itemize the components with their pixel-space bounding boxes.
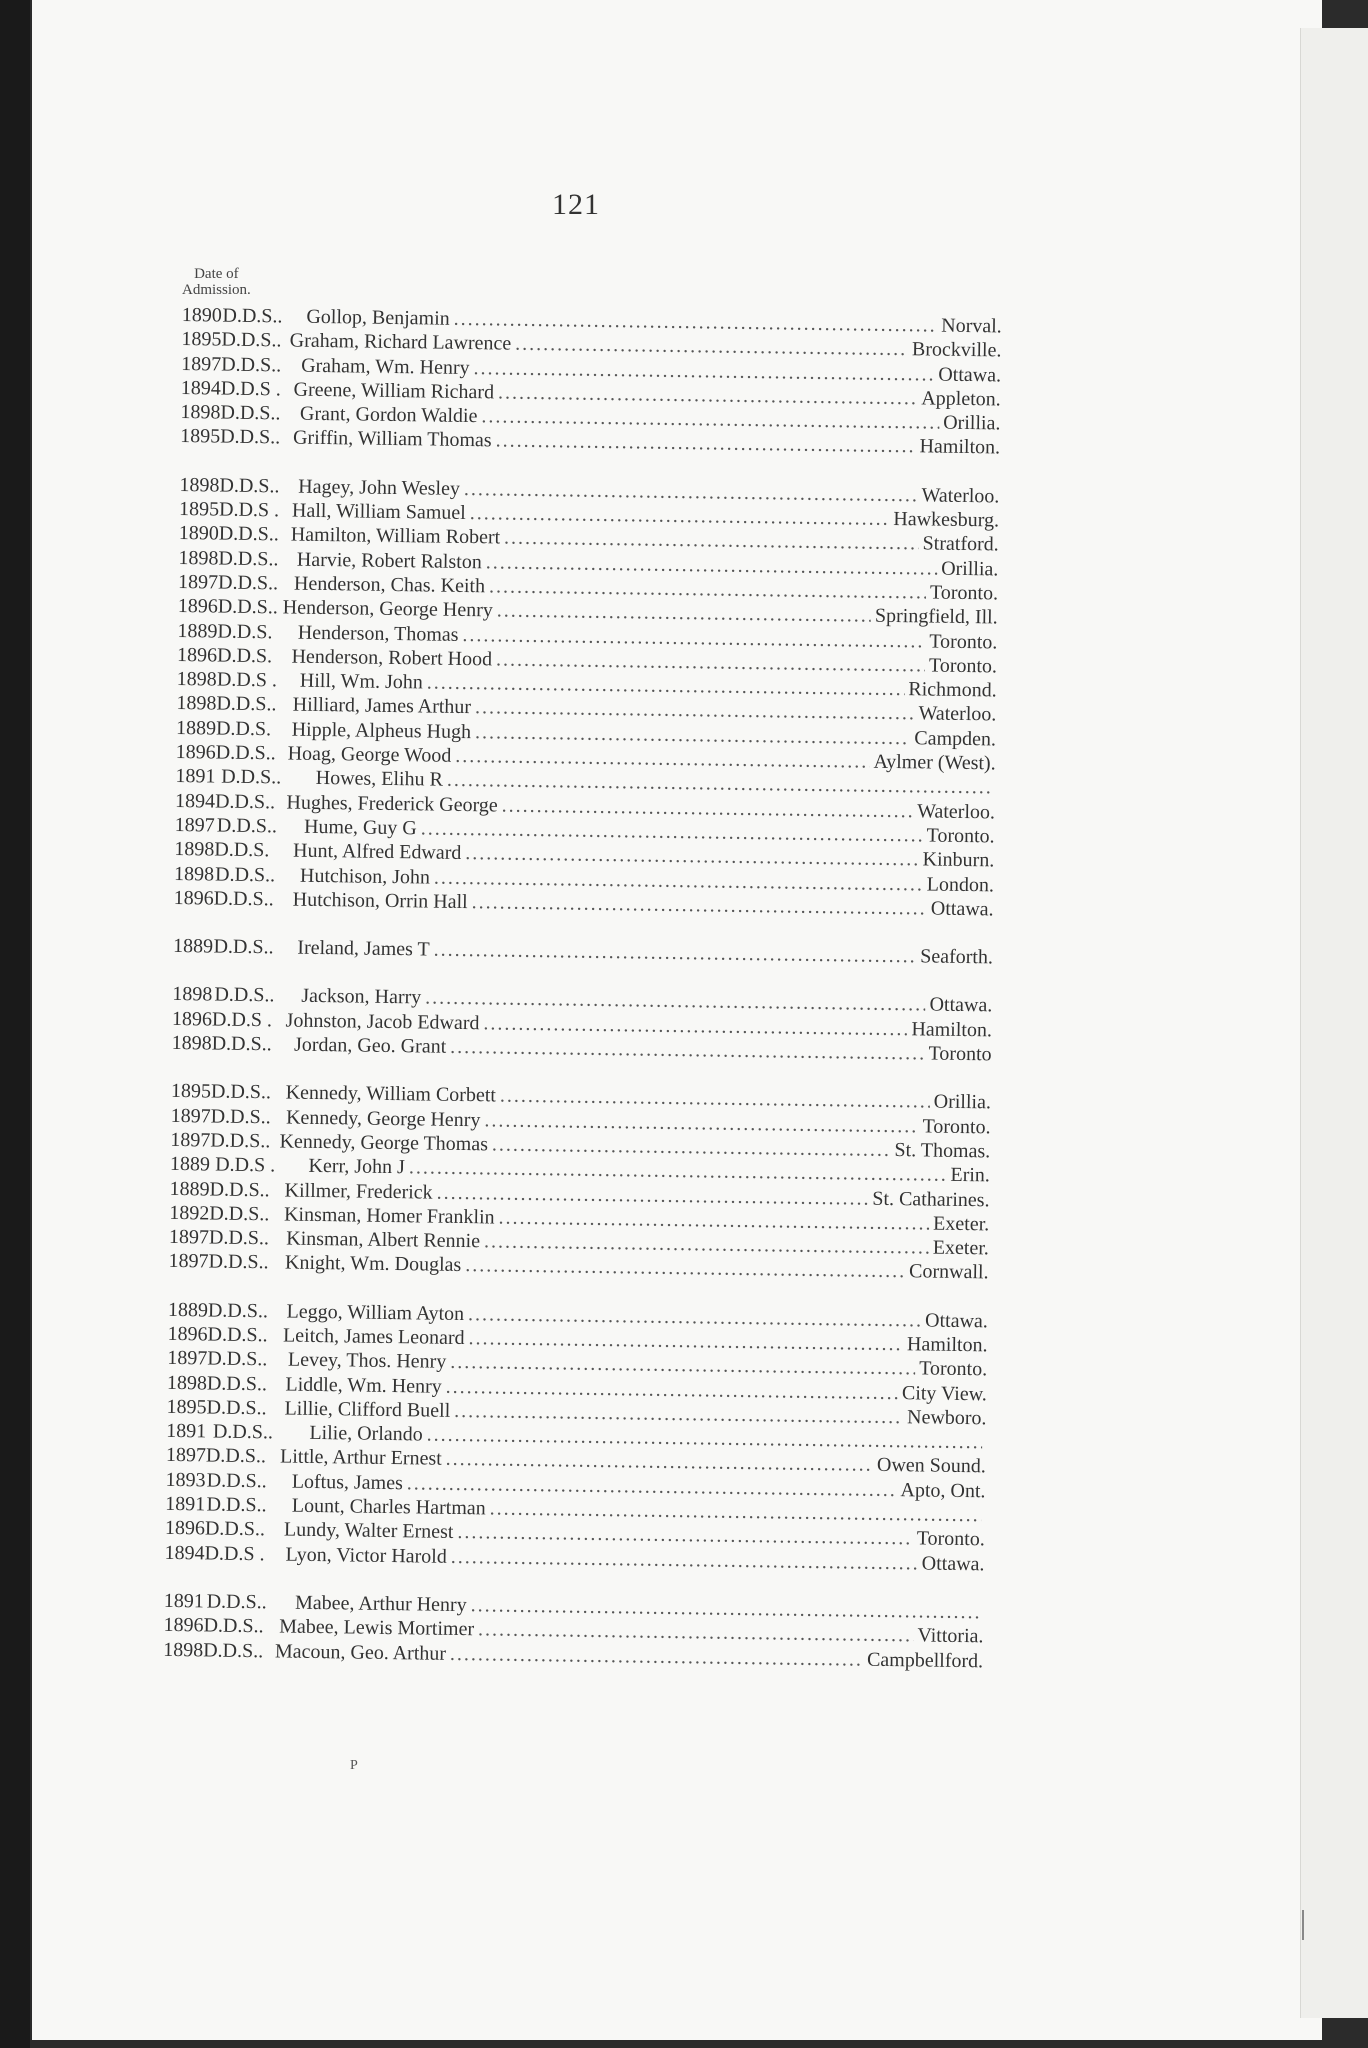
admission-year: 1891 <box>163 1589 205 1613</box>
scan-left-edge <box>0 0 30 2048</box>
member-name: Graham, Richard Lawrence <box>289 329 512 355</box>
admission-year: 1898 <box>179 473 220 497</box>
place-name: Ottawa. <box>929 993 993 1017</box>
degree: D.D.S . <box>215 1153 276 1177</box>
admission-year: 1896 <box>171 1007 213 1031</box>
admission-year: 1898 <box>166 1371 208 1395</box>
member-name: Hughes, Frederick George <box>286 791 498 817</box>
admission-year: 1894 <box>174 789 216 813</box>
admission-year: 1889 <box>172 935 214 958</box>
member-name: Liddle, Wm. Henry <box>285 1373 442 1398</box>
degree: D.D.S.. <box>217 595 278 619</box>
member-name: Hill, Wm. John <box>299 669 423 694</box>
dot-leader <box>495 430 915 459</box>
admission-register <box>163 304 1002 1674</box>
footer-mark: P <box>350 1758 358 1773</box>
degree: D.D.S . <box>211 1008 273 1032</box>
admission-year: 1895 <box>166 1395 207 1419</box>
admission-year: 1890 <box>181 304 222 327</box>
member-name: Mabee, Arthur Henry <box>294 1591 467 1617</box>
member-name: Hamilton, William Robert <box>290 523 501 549</box>
degree: D.D.S.. <box>209 1177 270 1201</box>
admission-year: 1893 <box>165 1468 206 1492</box>
degree: D.D.S.. <box>214 863 276 886</box>
place-name: Waterloo. <box>921 484 1000 508</box>
degree: D.D.S.. <box>210 1105 271 1128</box>
place-name: Toronto. <box>916 1527 985 1551</box>
member-name: Levey, Thos. Henry <box>287 1348 447 1374</box>
degree: D.D.S.. <box>205 1444 267 1468</box>
admission-year: 1898 <box>178 546 219 570</box>
dot-leader <box>450 1642 863 1671</box>
place-name: Orillia. <box>941 557 999 581</box>
degree: D.D.S.. <box>206 1372 268 1395</box>
place-name: St. Catharines. <box>872 1187 990 1211</box>
place-name: Waterloo. <box>918 702 997 726</box>
member-name: Leitch, James Leonard <box>282 1324 465 1350</box>
degree: D.D.S.. <box>210 1080 272 1104</box>
member-name: Howes, Elihu R <box>315 767 444 792</box>
member-name: Kinsman, Homer Franklin <box>283 1203 495 1229</box>
place-name: Aylmer (West). <box>873 750 996 775</box>
place-name: Campbellford. <box>866 1648 984 1672</box>
admission-year: 1898 <box>173 862 215 886</box>
degree: D.D.S. <box>216 644 273 668</box>
degree: D.D.S.. <box>218 522 279 546</box>
admission-year: 1897 <box>170 1104 211 1128</box>
admission-year: 1889 <box>167 1298 209 1322</box>
admission-year: 1896 <box>173 886 214 910</box>
dot-leader <box>434 939 917 969</box>
member-name: Graham, Wm. Henry <box>301 354 470 379</box>
degree: D.D.S.. <box>211 1032 272 1056</box>
admission-year: 1890 <box>178 522 219 545</box>
admission-year: 1889 <box>169 1177 210 1200</box>
degree: D.D.S.. <box>215 741 276 765</box>
member-name: Killmer, Frederick <box>284 1179 433 1204</box>
place-name: Hamilton. <box>906 1333 988 1357</box>
degree: D.D.S.. <box>219 474 280 498</box>
place-name: Toronto. <box>929 581 999 605</box>
degree: D.D.S.. <box>212 1420 274 1444</box>
degree: D.D.S.. <box>217 571 279 595</box>
admission-year: 1897 <box>181 352 222 376</box>
degree: D.D.S.. <box>204 1517 266 1541</box>
member-name: Lount, Charles Hartman <box>291 1494 486 1520</box>
degree: D.D.S.. <box>203 1638 264 1662</box>
place-name: Toronto. <box>928 654 998 678</box>
place-name: Apto, Ont. <box>900 1478 986 1503</box>
place-name: Stratford. <box>922 532 999 556</box>
place-name: Seaforth. <box>920 945 994 969</box>
admission-year: 1898 <box>172 983 213 1006</box>
member-name: Henderson, Chas. Keith <box>293 572 486 598</box>
place-name: Appleton. <box>921 387 1001 411</box>
place-name: Newboro. <box>906 1406 987 1430</box>
degree: D.D.S . <box>218 498 280 522</box>
admission-year: 1896 <box>167 1322 208 1346</box>
admission-year: 1897 <box>174 813 215 837</box>
member-name: Hipple, Alpheus Hugh <box>291 718 472 743</box>
place-name: City View. <box>901 1381 988 1405</box>
member-name: Macoun, Geo. Arthur <box>274 1639 447 1665</box>
member-name: Johnston, Jacob Edward <box>285 1009 480 1034</box>
degree: D.D.S . <box>216 668 278 692</box>
degree: D.D.S.. <box>207 1299 269 1322</box>
admission-year: 1897 <box>170 1128 211 1152</box>
degree: D.D.S.. <box>221 353 282 376</box>
admission-year: 1896 <box>164 1517 206 1540</box>
member-name: Mabee, Lewis Mortimer <box>279 1615 475 1641</box>
place-name: Toronto. <box>929 630 998 653</box>
dot-leader <box>497 600 871 628</box>
admission-year: 1897 <box>167 1347 208 1370</box>
admission-year: 1898 <box>180 401 221 424</box>
member-name: Leggo, William Ayton <box>286 1300 465 1325</box>
degree: D.D.S.. <box>214 790 276 813</box>
degree: D.D.S.. <box>213 887 274 911</box>
degree: D.D.S.. <box>221 328 282 352</box>
place-name: Orillia. <box>943 411 1001 435</box>
degree: D.D.S.. <box>206 1396 267 1420</box>
member-name: Ireland, James T <box>297 936 430 961</box>
place-name: Kinburn. <box>922 848 995 872</box>
degree: D.D.S.. <box>208 1226 270 1250</box>
place-name: Toronto. <box>926 824 995 848</box>
degree: D.D.S. <box>217 620 273 643</box>
degree: D.D.S.. <box>206 1469 267 1493</box>
member-name: Kerr, John J <box>308 1155 406 1179</box>
place-name: Ottawa. <box>930 897 994 921</box>
admission-year: 1891 <box>165 1492 206 1516</box>
member-name: Hutchison, Orrin Hall <box>292 888 468 913</box>
dot-leader <box>465 1254 905 1283</box>
admission-year: 1891 <box>175 765 216 788</box>
admission-year: 1889 <box>175 716 217 740</box>
place-name: Toronto <box>928 1042 992 1066</box>
admission-year: 1889 <box>177 619 218 643</box>
place-name: Springfield, Ill. <box>874 604 998 629</box>
admission-year: 1894 <box>164 1541 205 1565</box>
member-name: Knight, Wm. Douglas <box>284 1251 462 1277</box>
member-name: Hoag, George Wood <box>287 742 452 767</box>
degree: D.D.S . <box>204 1542 265 1565</box>
place-name: Toronto. <box>922 1115 991 1138</box>
place-name: London. <box>926 872 995 896</box>
admission-year: 1898 <box>163 1638 204 1661</box>
member-name: Hilliard, James Arthur <box>292 694 472 719</box>
degree: D.D.S.. <box>208 1250 269 1274</box>
admission-year: 1894 <box>180 376 221 400</box>
member-name: Hume, Guy G <box>303 815 417 840</box>
member-name: Lillie, Clifford Buell <box>284 1397 451 1422</box>
admission-year: 1896 <box>175 741 216 764</box>
admission-year: 1896 <box>176 643 218 667</box>
member-name: Hall, William Samuel <box>291 499 466 525</box>
member-name: Little, Arthur Ernest <box>279 1445 442 1471</box>
admission-year: 1891 <box>166 1420 207 1443</box>
document-page <box>32 0 1322 2040</box>
place-name: Owen Sound. <box>876 1454 986 1478</box>
admission-year: 1895 <box>178 498 220 521</box>
place-name: Ottawa. <box>938 363 1002 387</box>
place-name: Ottawa. <box>924 1309 989 1333</box>
place-name: Vittoria. <box>917 1624 984 1648</box>
place-name: Hamilton. <box>919 435 1001 459</box>
admission-year: 1895 <box>181 328 222 351</box>
header-line-2: Admission. <box>182 282 251 298</box>
degree: D.D.S.. <box>206 1590 267 1614</box>
page-stack-edge <box>1300 28 1368 2018</box>
admission-year: 1897 <box>168 1250 209 1273</box>
member-name: Loftus, James <box>291 1470 404 1494</box>
register-entry <box>173 935 993 971</box>
admission-year: 1895 <box>179 425 221 449</box>
degree: D.D.S. <box>214 838 270 862</box>
member-name: Henderson, George Henry <box>282 596 493 622</box>
degree: D.D.S.. <box>218 547 279 571</box>
admission-year: 1898 <box>174 838 215 861</box>
degree: D.D.S.. <box>219 426 281 449</box>
place-name: Hamilton. <box>911 1017 993 1042</box>
page-number: 121 <box>552 188 600 221</box>
member-name: Jackson, Harry <box>301 985 422 1009</box>
admission-year: 1897 <box>177 570 219 594</box>
member-name: Lilie, Orlando <box>309 1422 423 1446</box>
place-name: Erin. <box>950 1164 991 1187</box>
header-line-1: Date of <box>194 266 239 282</box>
member-name: Kinsman, Albert Rennie <box>286 1227 481 1253</box>
admission-year: 1898 <box>176 668 217 691</box>
place-name: Cornwall. <box>908 1260 989 1284</box>
degree: D.D.S.. <box>214 983 275 1007</box>
member-name: Harvie, Robert Ralston <box>296 548 482 573</box>
member-name: Hutchison, John <box>299 864 431 889</box>
member-name: Kennedy, George Henry <box>285 1106 481 1131</box>
member-name: Griffin, William Thomas <box>292 427 492 452</box>
degree: D.D.S. <box>215 717 272 741</box>
degree: D.D.S.. <box>220 401 281 425</box>
admission-year: 1898 <box>171 1031 212 1055</box>
place-name: Brockville. <box>911 338 1002 362</box>
degree: D.D.S.. <box>220 765 282 789</box>
degree: D.D.S.. <box>210 1129 271 1153</box>
degree: D.D.S.. <box>209 1202 270 1226</box>
place-name: Hawkesburg. <box>893 508 1000 532</box>
member-name: Kennedy, George Thomas <box>279 1130 489 1156</box>
place-name: St. Thomas. <box>894 1138 991 1163</box>
place-name: Ottawa. <box>921 1552 985 1575</box>
member-name: Grant, Gordon Waldie <box>299 402 478 428</box>
column-header <box>182 266 251 298</box>
admission-year: 1897 <box>165 1444 207 1467</box>
place-name: Richmond. <box>908 678 997 702</box>
scan-artifact <box>1302 1910 1304 1940</box>
place-name: Exeter. <box>932 1236 990 1260</box>
degree: D.D.S . <box>220 377 281 401</box>
degree: D.D.S.. <box>203 1614 264 1638</box>
member-name: Henderson, Robert Hood <box>291 645 493 671</box>
admission-year: 1896 <box>177 595 218 618</box>
member-name: Hunt, Alfred Edward <box>292 839 462 865</box>
member-name: Hagey, John Wesley <box>298 475 461 500</box>
place-name: Campden. <box>914 727 997 751</box>
admission-year: 1896 <box>163 1614 204 1637</box>
admission-year: 1889 <box>169 1153 211 1176</box>
place-name: Waterloo. <box>917 799 996 824</box>
degree: D.D.S.. <box>216 692 277 716</box>
degree: D.D.S.. <box>213 935 274 959</box>
admission-year: 1895 <box>170 1080 212 1103</box>
place-name: Norval. <box>941 314 1002 338</box>
member-name: Lyon, Victor Harold <box>285 1543 447 1568</box>
member-name: Greene, William Richard <box>293 378 495 404</box>
place-name: Orillia. <box>933 1090 992 1114</box>
member-name: Henderson, Thomas <box>297 621 459 646</box>
member-name: Lundy, Walter Ernest <box>283 1518 454 1544</box>
degree: D.D.S.. <box>222 304 283 328</box>
member-name: Jordan, Geo. Grant <box>293 1033 447 1058</box>
degree: D.D.S.. <box>206 1493 267 1517</box>
place-name: Exeter. <box>932 1212 990 1236</box>
degree: D.D.S.. <box>207 1347 268 1371</box>
degree: D.D.S.. <box>216 814 278 838</box>
admission-year: 1892 <box>169 1201 210 1225</box>
admission-year: 1897 <box>168 1226 210 1249</box>
admission-year: 1898 <box>176 692 217 715</box>
place-name: Toronto. <box>919 1357 988 1381</box>
member-name: Kennedy, William Corbett <box>285 1081 497 1107</box>
degree: D.D.S.. <box>207 1323 268 1347</box>
member-name: Gollop, Benjamin <box>306 305 450 330</box>
